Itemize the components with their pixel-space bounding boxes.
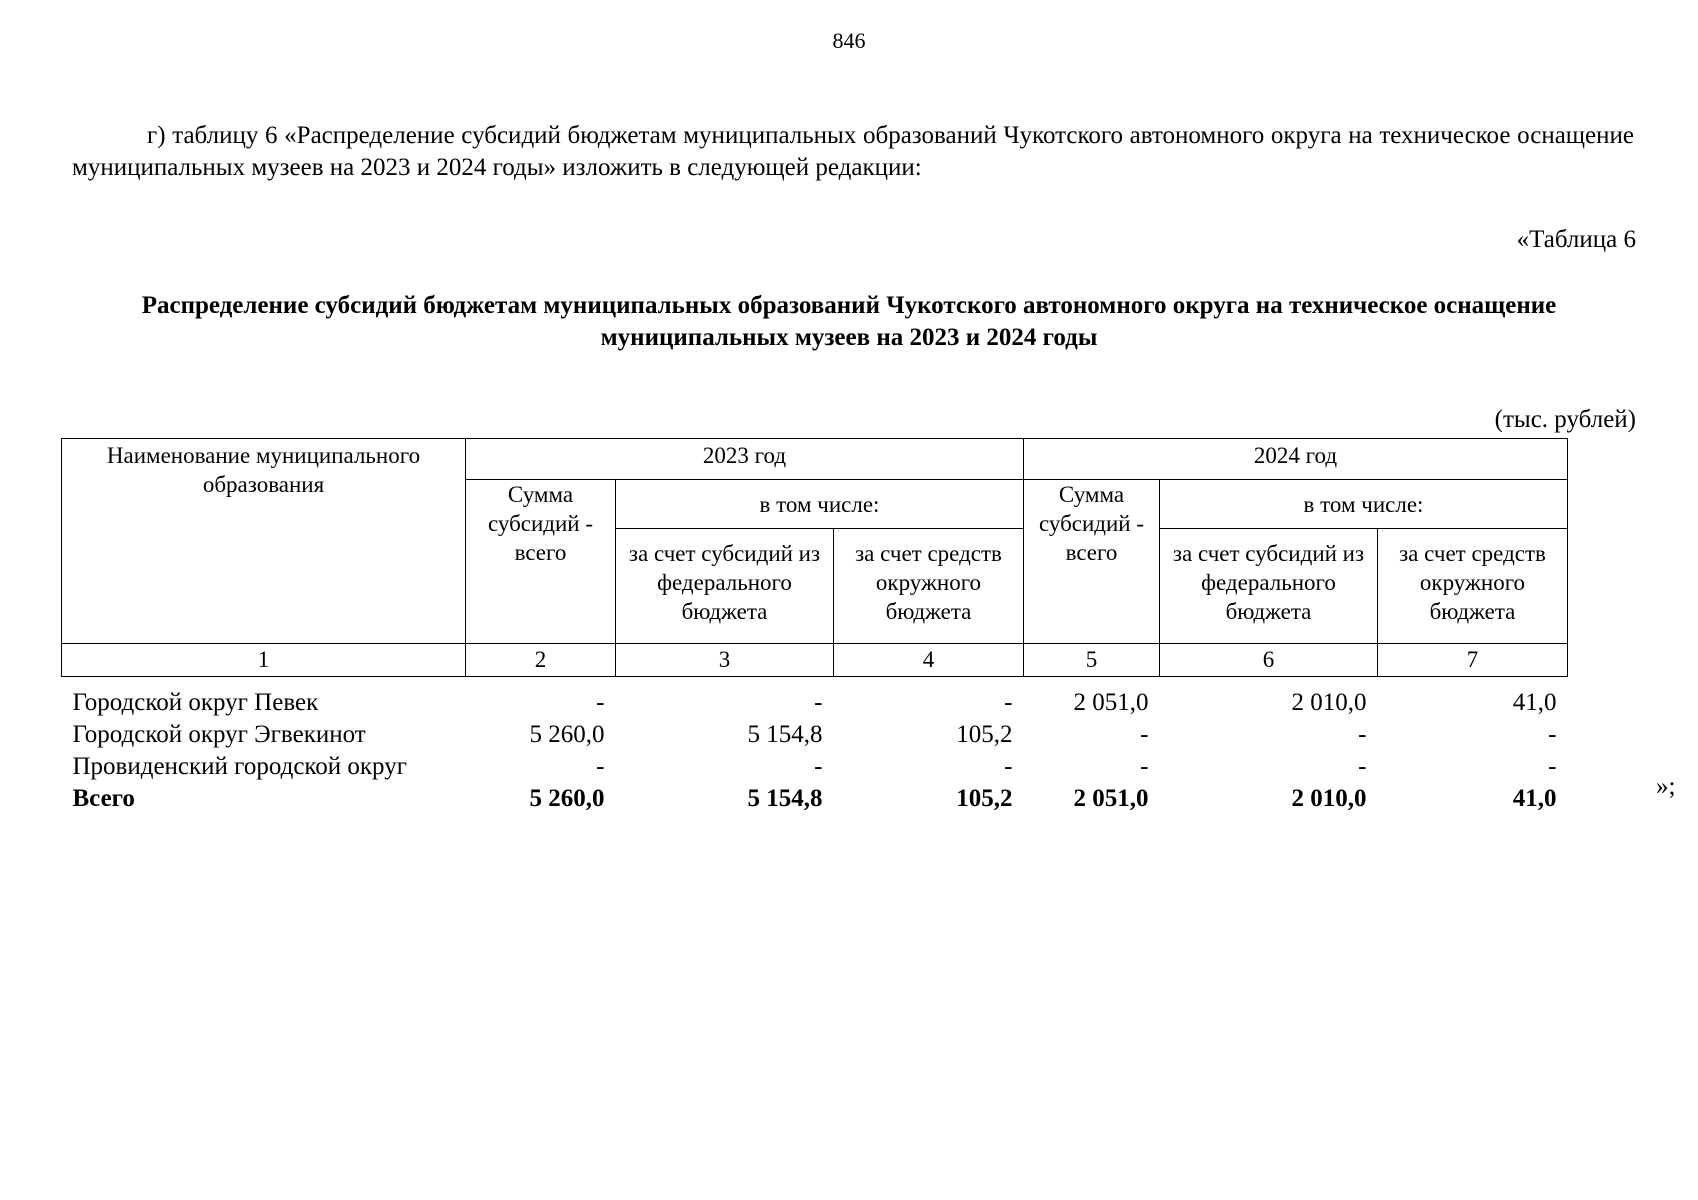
- column-number: 2: [466, 644, 616, 677]
- column-number-row: [62, 644, 1649, 677]
- header-federal-2023: за счет субсидий из федерального бюджета: [616, 529, 834, 644]
- closing-quote-mark: »;: [1656, 773, 1676, 800]
- total-value: 41,0: [1512, 784, 1557, 812]
- cell-value: 5 154,8: [747, 720, 823, 748]
- page-number: 846: [832, 28, 866, 53]
- cell-value: -: [1004, 752, 1013, 780]
- total-value: 5 260,0: [529, 784, 605, 812]
- column-number: 6: [1160, 644, 1378, 677]
- cell-value: -: [1140, 720, 1149, 748]
- subsidy-table: [61, 438, 1649, 815]
- cell-value: 2 051,0: [1073, 688, 1149, 716]
- cell-value: -: [596, 688, 605, 716]
- column-number: 1: [62, 644, 466, 677]
- total-row: [62, 783, 1649, 815]
- header-including-2024: в том числе:: [1160, 480, 1568, 529]
- municipality-name: Городской округ Певек: [72, 688, 319, 716]
- header-federal-2024: за счет субсидий из федерального бюджета: [1160, 529, 1378, 644]
- header-year-2024: 2024 год: [1024, 439, 1568, 480]
- header-municipality-name: Наименование муниципального образования: [62, 439, 466, 644]
- cell-value: 2 010,0: [1291, 688, 1367, 716]
- total-value: 5 154,8: [747, 784, 823, 812]
- header-year-2023: 2023 год: [466, 439, 1024, 480]
- cell-value: -: [814, 688, 823, 716]
- table-row: [62, 687, 1649, 719]
- total-value: 2 051,0: [1073, 784, 1149, 812]
- header-sum-total-2024: Сумма субсидий - всего: [1024, 480, 1160, 644]
- cell-value: 41,0: [1512, 688, 1557, 716]
- total-value: 2 010,0: [1291, 784, 1367, 812]
- intro-paragraph: г) таблицу 6 «Распределение субсидий бюджетам муниципальных образований Чукотского автономного округа на техническое оснащение муниципальных музеев на 2023 и 2024 годы» изложить в следующей редакции:: [72, 122, 1634, 181]
- column-number: 7: [1378, 644, 1568, 677]
- column-number: 3: [616, 644, 834, 677]
- units-label: (тыс. рублей): [1494, 406, 1636, 433]
- header-district-2024: за счет средств окружного бюджета: [1378, 529, 1568, 644]
- cell-value: -: [1004, 688, 1013, 716]
- total-value: 105,2: [956, 784, 1013, 812]
- cell-value: -: [1358, 752, 1367, 780]
- column-number: 5: [1024, 644, 1160, 677]
- cell-value: 105,2: [956, 720, 1013, 748]
- table-title: Распределение субсидий бюджетам муниципальных образований Чукотского автономного округа на техническое оснащение муниципальных музеев на 2023 и 2024 годы: [141, 292, 1557, 351]
- cell-value: -: [1140, 752, 1149, 780]
- table-label: «Таблица 6: [1516, 226, 1636, 253]
- table-row: [62, 751, 1649, 783]
- cell-value: -: [1548, 720, 1557, 748]
- total-label: Всего: [72, 784, 135, 812]
- column-number: 4: [834, 644, 1024, 677]
- header-sum-total-2023: Сумма субсидий - всего: [466, 480, 616, 644]
- cell-value: -: [814, 752, 823, 780]
- cell-value: -: [1358, 720, 1367, 748]
- municipality-name: Провиденский городской округ: [72, 752, 407, 780]
- table-row: [62, 719, 1649, 751]
- cell-value: -: [1548, 752, 1557, 780]
- cell-value: 5 260,0: [529, 720, 605, 748]
- header-district-2023: за счет средств окружного бюджета: [834, 529, 1024, 644]
- municipality-name: Городской округ Эгвекинот: [72, 720, 366, 748]
- cell-value: -: [596, 752, 605, 780]
- header-including-2023: в том числе:: [616, 480, 1024, 529]
- trailing-spacer: [1568, 439, 1649, 687]
